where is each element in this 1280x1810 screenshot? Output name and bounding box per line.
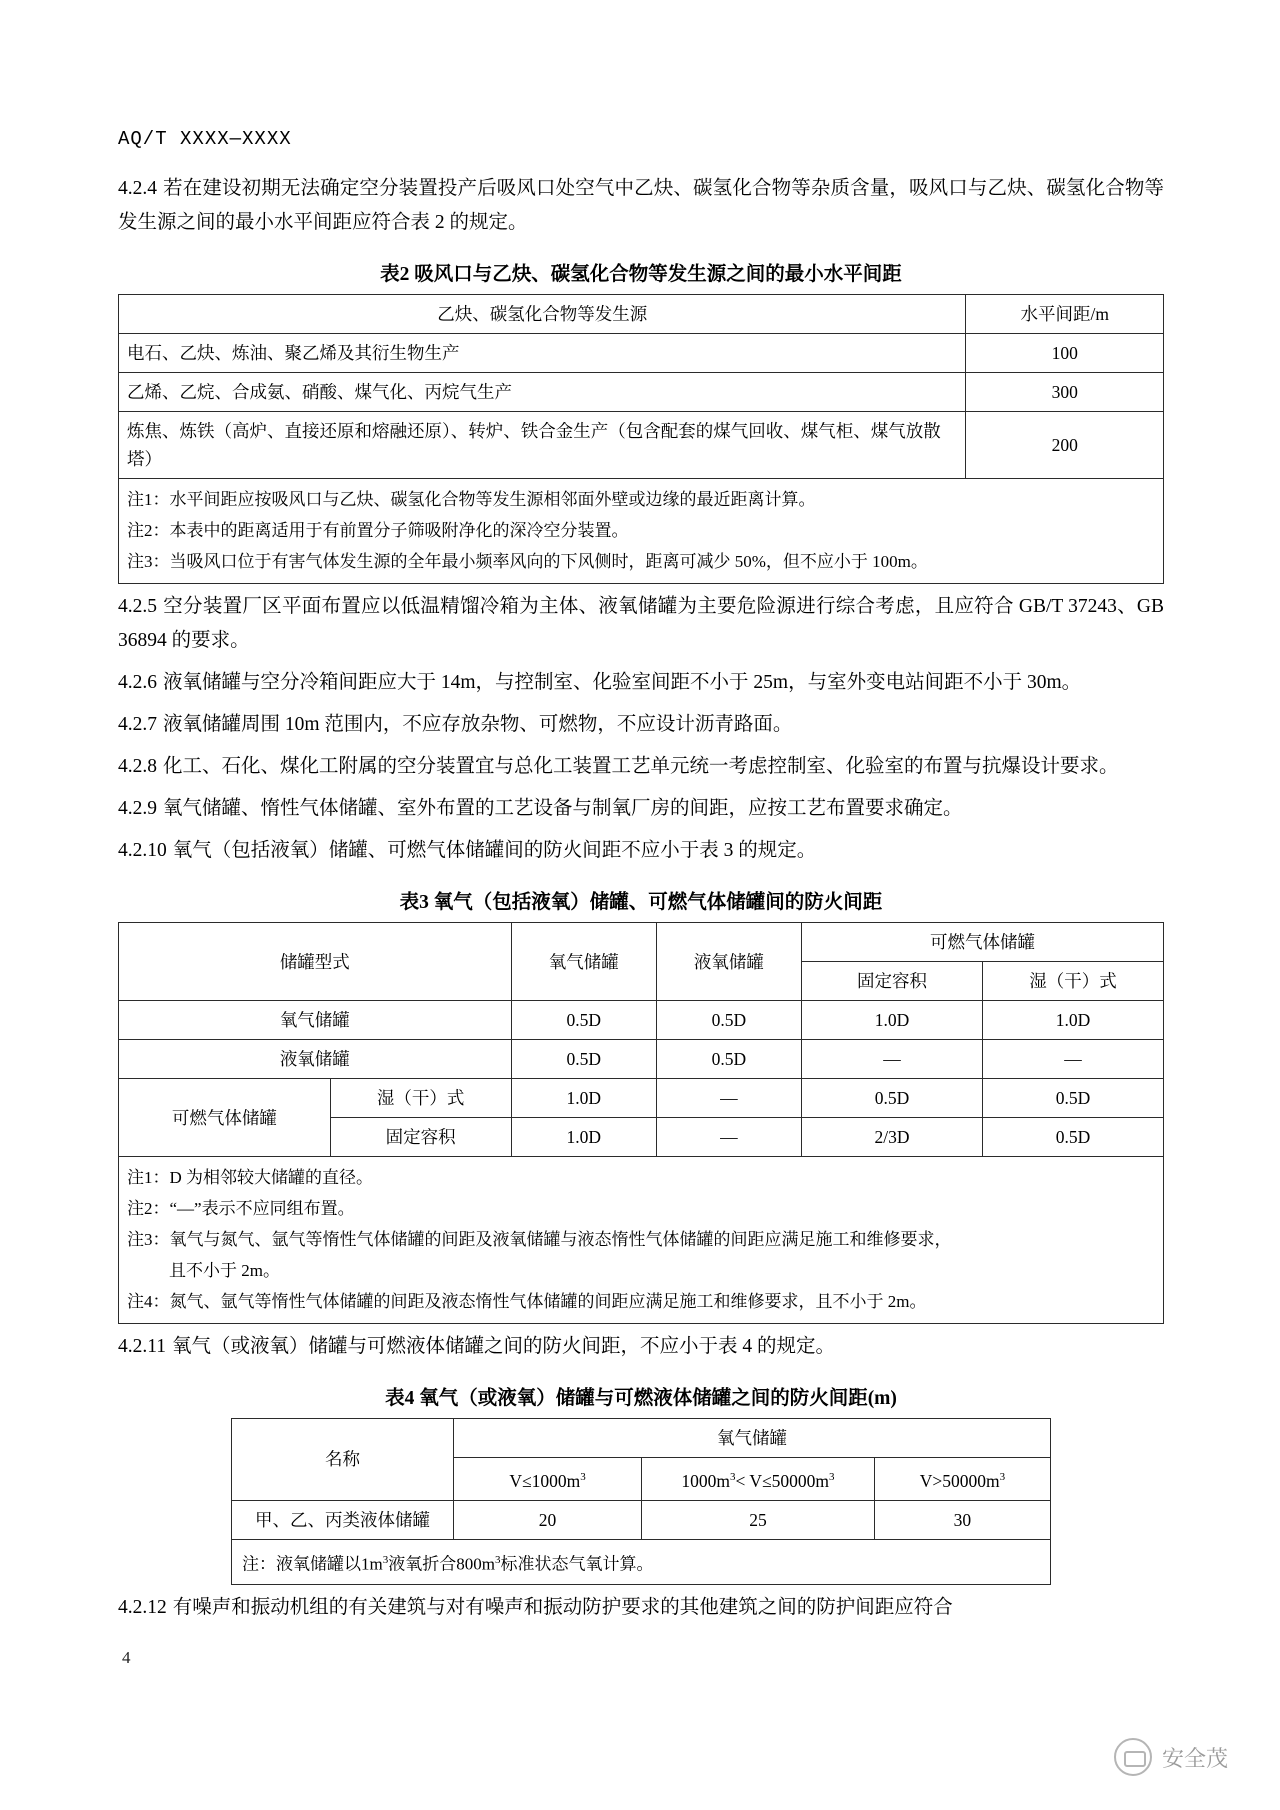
table4-header-col2a-text: 1000m <box>681 1470 730 1491</box>
table-row <box>119 334 1164 373</box>
paragraph-number: 4.2.8 <box>118 756 157 777</box>
table3-note-3-cont: 且不小于 2m。 <box>169 1261 280 1280</box>
table3-header-fixed-volume: 固定容积 <box>802 962 983 1001</box>
table-2 <box>118 294 1164 584</box>
table2-note-3: 注3：当吸风口位于有害气体发生源的全年最小频率风向的下风侧时，距离可减少 50%，但不应小于 100m。 <box>127 552 928 571</box>
table3-cell: 0.5D <box>511 1001 656 1040</box>
paragraph-4-2-8 <box>118 750 1164 784</box>
paragraph-4-2-4 <box>118 172 1164 240</box>
table3-header-oxygen: 氧气储罐 <box>511 923 656 1001</box>
table3-row-label-combustible: 可燃气体储罐 <box>119 1079 331 1157</box>
paragraph-text: 液氧储罐周围 10m 范围内，不应存放杂物、可燃物，不应设计沥青路面。 <box>163 714 793 735</box>
table4-header-col2a-sup: 3 <box>729 1471 736 1483</box>
paragraph-number: 4.2.9 <box>118 798 157 819</box>
table3-cell: 1.0D <box>982 1001 1163 1040</box>
table3-header-wet-dry: 湿（干）式 <box>982 962 1163 1001</box>
table4-header-col2b-text: < V≤50000m <box>735 1470 830 1491</box>
table-row-header <box>232 1419 1051 1458</box>
table-row <box>119 373 1164 412</box>
table4-header-col3-text: V>50000m <box>919 1470 1000 1491</box>
table3-cell: — <box>982 1040 1163 1079</box>
table3-caption: 表3 氧气（包括液氧）储罐、可燃气体储罐间的防火间距 <box>399 892 883 913</box>
table4-header-col1-sup: 3 <box>580 1471 586 1483</box>
page-content <box>118 128 1164 1633</box>
table2-cell-distance: 200 <box>966 412 1164 479</box>
table3-note-2: 注2：“—”表示不应同组布置。 <box>127 1199 355 1218</box>
table3-cell: 2/3D <box>802 1118 983 1157</box>
table-row-notes <box>119 479 1164 584</box>
table4-notes <box>232 1539 1051 1585</box>
table4-header-col2b-sup: 3 <box>829 1471 835 1483</box>
table3-cell: 0.5D <box>982 1079 1163 1118</box>
table4-note-suffix: 标准状态气氧计算。 <box>500 1554 654 1574</box>
paragraph-text: 空分装置厂区平面布置应以低温精馏冷箱为主体、液氧储罐为主要危险源进行综合考虑，且应符合 GB/T 37243、GB 36894 的要求。 <box>118 596 1164 651</box>
paragraph-text: 氧气储罐、惰性气体储罐、室外布置的工艺设备与制氧厂房的间距，应按工艺布置要求确定。 <box>163 798 963 819</box>
table2-cell-source: 炼焦、炼铁（高炉、直接还原和熔融还原）、转炉、铁合金生产（包含配套的煤气回收、煤气柜、煤气放散塔） <box>119 412 966 479</box>
watermark <box>1114 1738 1228 1776</box>
table3-cell: 0.5D <box>656 1040 801 1079</box>
paragraph-4-2-10 <box>118 834 1164 868</box>
table4-cell: 30 <box>874 1500 1050 1539</box>
table-row <box>232 1500 1051 1539</box>
table2-header-source: 乙炔、碳氢化合物等发生源 <box>119 295 966 334</box>
table4-cell: 20 <box>453 1500 641 1539</box>
table3-cell: 0.5D <box>511 1040 656 1079</box>
table4-note-sup-1: 3 <box>382 1553 389 1566</box>
table3-row-label: 液氧储罐 <box>119 1040 512 1079</box>
table3-cell: 0.5D <box>802 1079 983 1118</box>
table2-note-1: 注1：水平间距应按吸风口与乙炔、碳氢化合物等发生源相邻面外壁或边缘的最近距离计算。 <box>127 490 816 509</box>
table-row <box>119 1079 1164 1118</box>
table3-cell: 1.0D <box>511 1079 656 1118</box>
paragraph-4-2-9 <box>118 792 1164 826</box>
table2-cell-source: 电石、乙炔、炼油、聚乙烯及其衍生物生产 <box>119 334 966 373</box>
table3-cell: — <box>656 1118 801 1157</box>
wechat-icon <box>1114 1738 1152 1776</box>
table4-note-mid: 液氧折合800m <box>388 1554 495 1574</box>
paragraph-text: 有噪声和振动机组的有关建筑与对有噪声和振动防护要求的其他建筑之间的防护间距应符合 <box>172 1597 953 1619</box>
paragraph-number: 4.2.6 <box>118 672 157 693</box>
paragraph-text: 液氧储罐与空分冷箱间距应大于 14m，与控制室、化验室间距不小于 25m，与室外变电站间距不小于 30m。 <box>163 672 1082 693</box>
table3-header-combustible: 可燃气体储罐 <box>802 923 1164 962</box>
paragraph-number: 4.2.12 <box>118 1597 167 1619</box>
paragraph-4-2-11 <box>118 1330 1164 1364</box>
table4-header-col3 <box>874 1458 1050 1501</box>
table4-caption: 表4 氧气（或液氧）储罐与可燃液体储罐之间的防火间距(m) <box>385 1388 897 1409</box>
table2-notes <box>119 479 1164 584</box>
table3-header-type: 储罐型式 <box>119 923 512 1001</box>
table4-header-col2 <box>642 1458 875 1501</box>
table2-cell-distance: 100 <box>966 334 1164 373</box>
table2-note-2: 注2：本表中的距离适用于有前置分子筛吸附净化的深冷空分装置。 <box>127 521 629 540</box>
table2-cell-source: 乙烯、乙烷、合成氨、硝酸、煤气化、丙烷气生产 <box>119 373 966 412</box>
table-row-notes <box>232 1539 1051 1585</box>
standard-code-header: AQ/T XXXX—XXXX <box>118 128 292 150</box>
table-row <box>119 412 1164 479</box>
paragraph-number: 4.2.10 <box>118 840 167 861</box>
table-row-header <box>119 923 1164 962</box>
watermark-text: 安全茂 <box>1161 1745 1228 1771</box>
table2-cell-distance: 300 <box>966 373 1164 412</box>
table4-note-sup-2: 3 <box>494 1553 501 1566</box>
paragraph-4-2-5 <box>118 590 1164 658</box>
table-4 <box>231 1418 1051 1585</box>
paragraph-text: 化工、石化、煤化工附属的空分装置宜与总化工装置工艺单元统一考虑控制室、化验室的布置与抗爆设计要求。 <box>163 756 1119 777</box>
table3-notes <box>119 1157 1164 1324</box>
table-row <box>119 1040 1164 1079</box>
table4-header-col3-sup: 3 <box>999 1471 1006 1483</box>
paragraph-4-2-7 <box>118 708 1164 742</box>
paragraph-4-2-6 <box>118 666 1164 700</box>
table4-header-col1-text: V≤1000m <box>509 1470 581 1491</box>
table3-cell: 1.0D <box>802 1001 983 1040</box>
table3-cell: 0.5D <box>656 1001 801 1040</box>
table3-note-1: 注1：D 为相邻较大储罐的直径。 <box>127 1168 374 1187</box>
paragraph-number: 4.2.5 <box>118 596 157 617</box>
table4-header-oxygen: 氧气储罐 <box>453 1419 1050 1458</box>
paragraph-text: 氧气（或液氧）储罐与可燃液体储罐之间的防火间距，不应小于表 4 的规定。 <box>172 1336 836 1357</box>
paragraph-text: 氧气（包括液氧）储罐、可燃气体储罐间的防火间距不应小于表 3 的规定。 <box>172 840 817 861</box>
table3-row-sublabel: 固定容积 <box>330 1118 511 1157</box>
table3-row-label: 氧气储罐 <box>119 1001 512 1040</box>
table-row <box>119 1001 1164 1040</box>
table-row-header <box>119 295 1164 334</box>
table3-cell: 0.5D <box>982 1118 1163 1157</box>
table4-cell: 25 <box>642 1500 875 1539</box>
table3-cell: — <box>802 1040 983 1079</box>
table3-cell: 1.0D <box>511 1118 656 1157</box>
paragraph-text: 若在建设初期无法确定空分装置投产后吸风口处空气中乙炔、碳氢化合物等杂质含量，吸风口与乙炔、碳氢化合物等发生源之间的最小水平间距应符合表 2 的规定。 <box>118 178 1164 233</box>
paragraph-4-2-12 <box>118 1591 1164 1625</box>
paragraph-number: 4.2.7 <box>118 714 157 735</box>
table4-row-label: 甲、乙、丙类液体储罐 <box>232 1500 454 1539</box>
table4-note-prefix: 注：液氧储罐以1m <box>242 1554 383 1574</box>
page-number: 4 <box>122 1648 131 1667</box>
table3-note-4: 注4：氮气、氩气等惰性气体储罐的间距及液态惰性气体储罐的间距应满足施工和维修要求，且不小于 2m。 <box>127 1292 927 1311</box>
table4-header-col1 <box>453 1458 641 1501</box>
table3-header-liquid-oxygen: 液氧储罐 <box>656 923 801 1001</box>
table3-cell: — <box>656 1079 801 1118</box>
paragraph-number: 4.2.4 <box>118 178 157 199</box>
table3-row-sublabel: 湿（干）式 <box>330 1079 511 1118</box>
table2-caption: 表2 吸风口与乙炔、碳氢化合物等发生源之间的最小水平间距 <box>380 264 902 285</box>
table4-header-name: 名称 <box>232 1419 454 1501</box>
table-row-notes <box>119 1157 1164 1324</box>
table-3 <box>118 922 1164 1324</box>
table2-header-distance: 水平间距/m <box>966 295 1164 334</box>
table3-note-3: 注3：氧气与氮气、氩气等惰性气体储罐的间距及液氧储罐与液态惰性气体储罐的间距应满足施工和维修要求， <box>127 1230 952 1249</box>
paragraph-number: 4.2.11 <box>118 1336 167 1357</box>
